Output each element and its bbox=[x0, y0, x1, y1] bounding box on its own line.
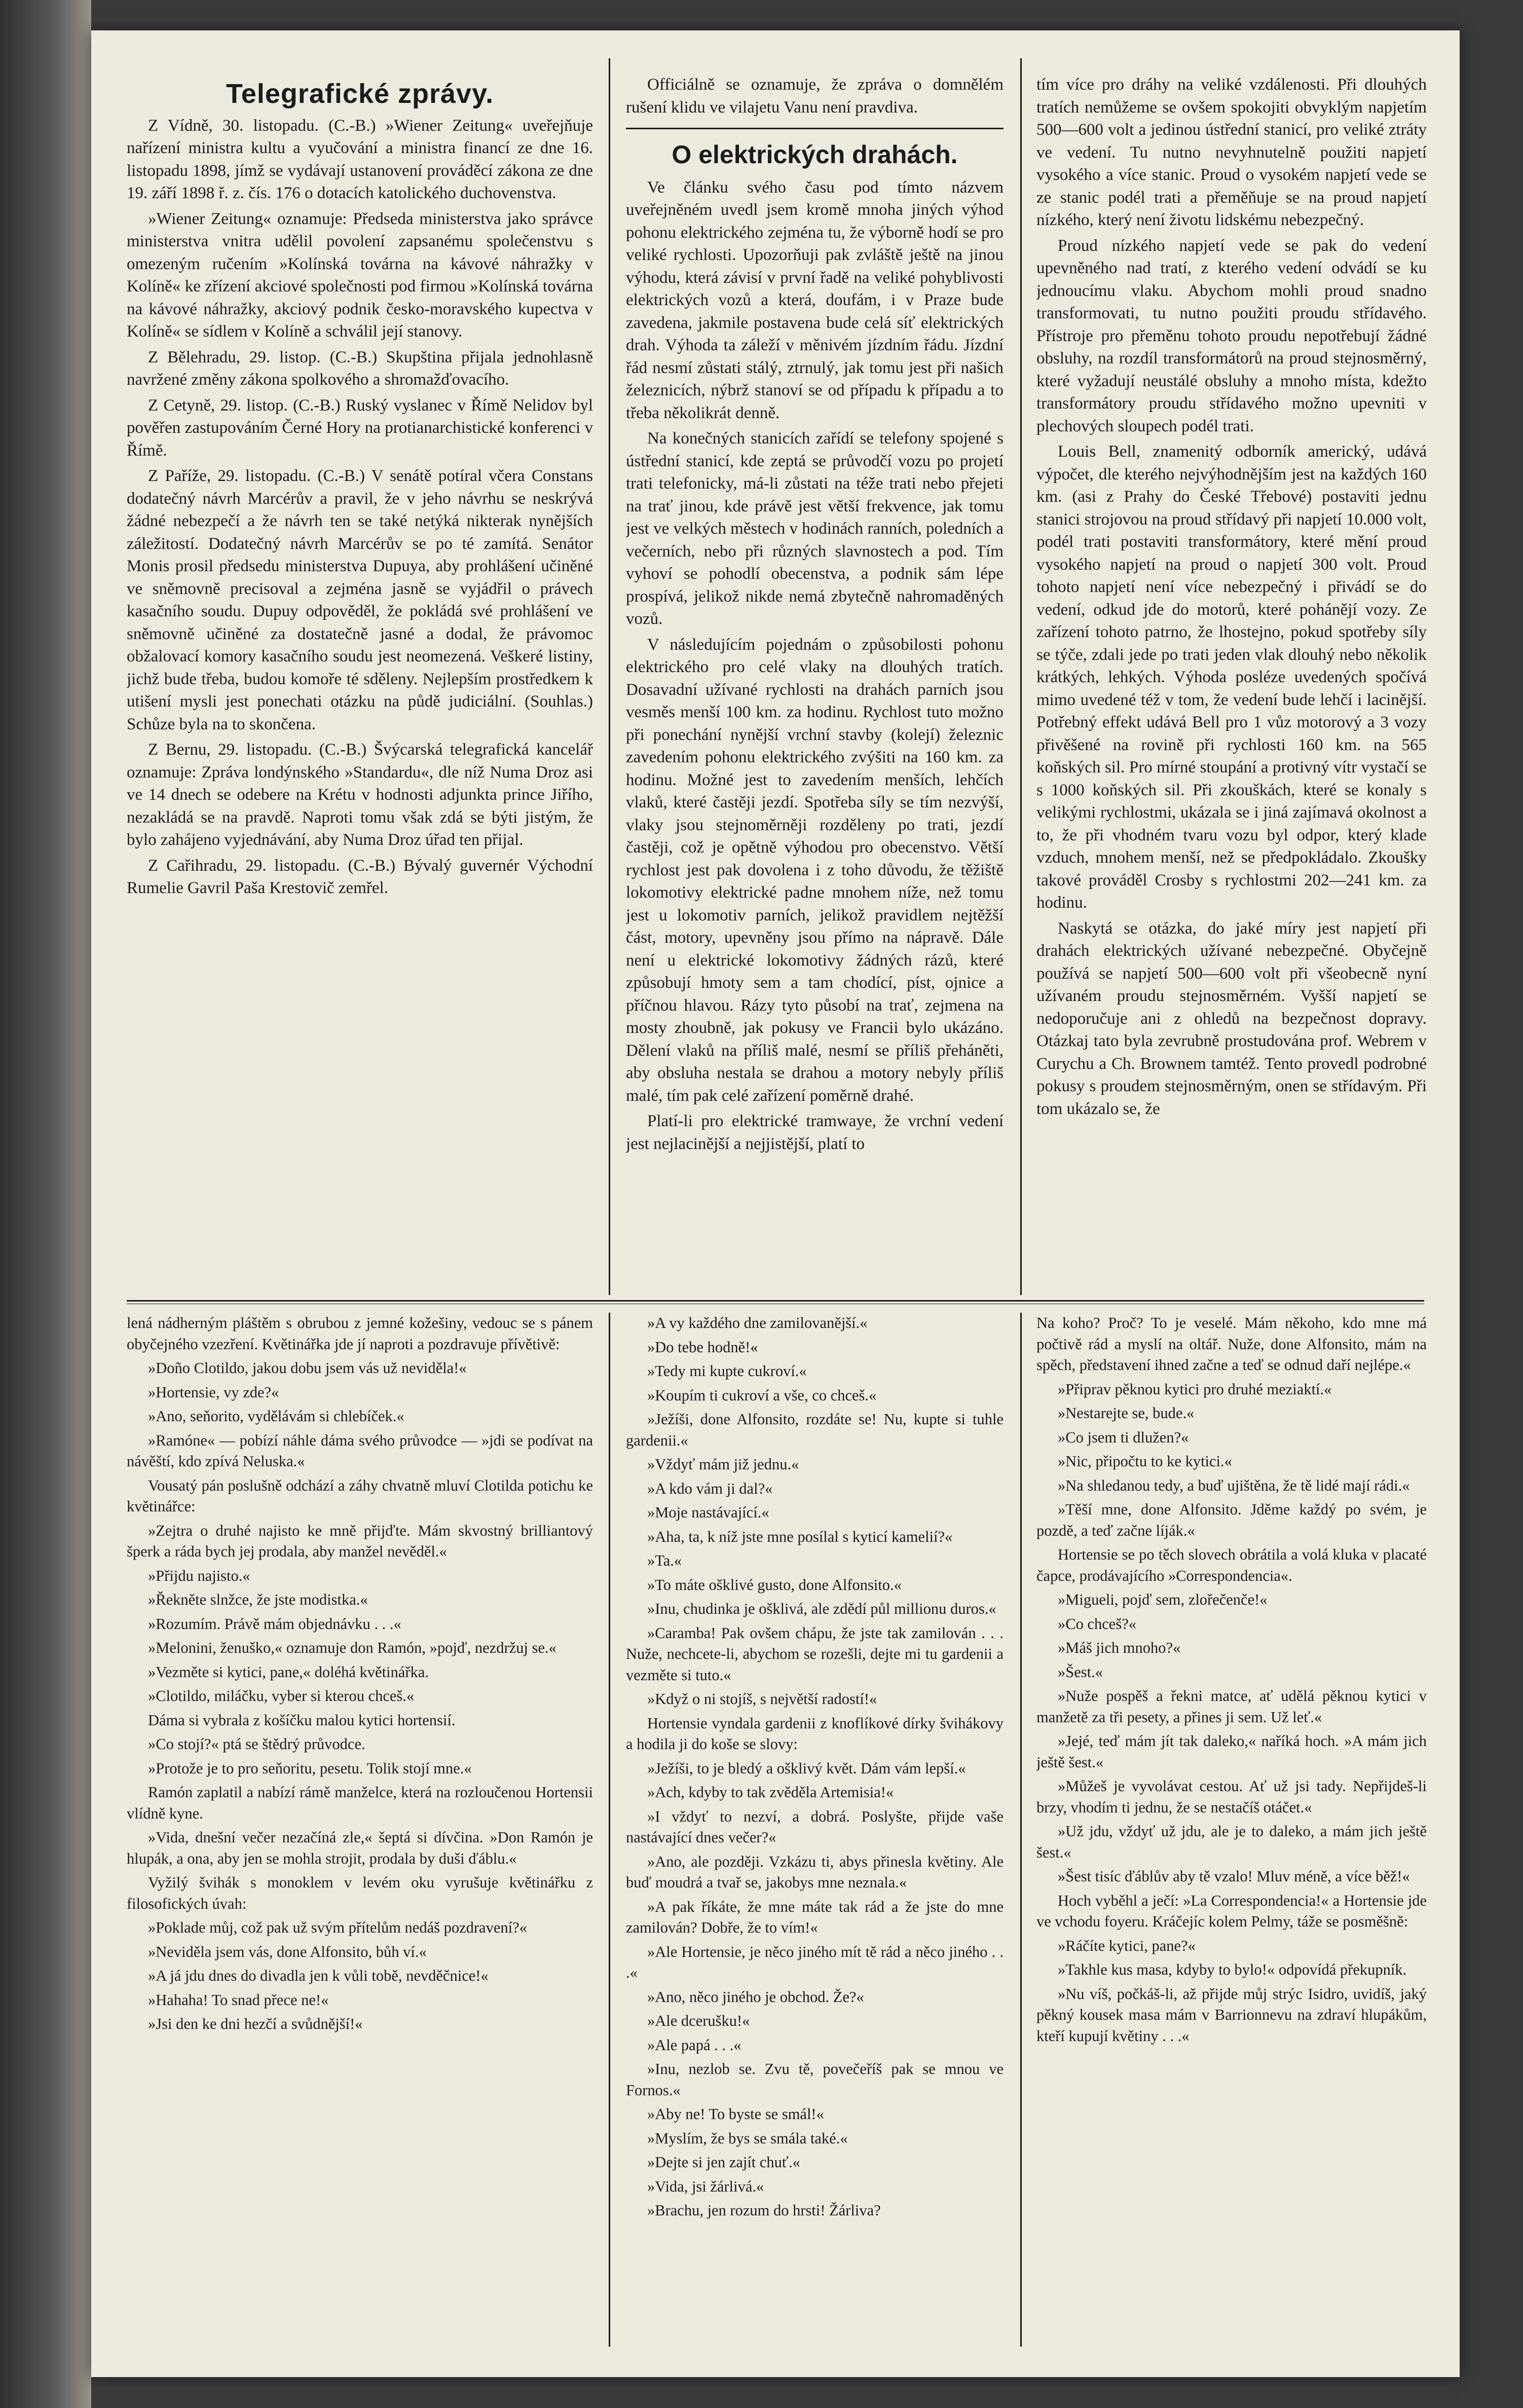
feuilleton-line: »Ano, něco jiného je obchod. Že?« bbox=[647, 1988, 864, 2006]
feuilleton-line: Vyžilý švihák s monoklem v levém oku vyrušuje květinářku z filosofických úvah: bbox=[127, 1874, 593, 1912]
feuilleton-column-1 bbox=[127, 1313, 593, 2347]
feuilleton-line: »Ale Hortensie, je něco jiného mít tě rád a něco jiného . . .« bbox=[626, 1943, 1004, 1981]
feuilleton-line: »Brachu, jen rozum do hrsti! Žárliva? bbox=[647, 2202, 881, 2219]
telegrams-heading: Telegrafické zprávy. bbox=[226, 79, 494, 109]
feuilleton-line: »Můžeš je vyvolávat cestou. Ať už jsi tady. Nepřijdeš-li brzy, vhodím ti jednu, že se nestačíš otáčet.« bbox=[1036, 1777, 1427, 1816]
article-paragraph: Platí-li pro elektrické tramwaye, že vrchní vedení jest nejlacinější a nejjistější, platí to bbox=[626, 1112, 1004, 1153]
article-paragraph: Naskytá se otázka, do jaké míry jest napjetí při drahách elektrických užívané nebezpečné. Obyčejně používá se napjetí 500—600 volt při všeobecně nyní užívaném proudu stejnosměrném. Vyšší napjetí se nedoporučuje ani z ohledů na bezpečnost dopravy. Otázkaj tato byla zevrubně prostudována prof. Webrem v Curychu a Ch. Brownem tamtéž. Tento provedl podrobné pokusy s proudem stejnosměrným, onen se střídavým. Při tom ukázalo se, že bbox=[1036, 919, 1427, 1118]
column-rule bbox=[1020, 1313, 1022, 2347]
feuilleton-line: »Zejtra o druhé najisto ke mně přijďte. Mám skvostný brilliantový šperk a ráda bych jej prodala, aby manžel nevěděl.« bbox=[127, 1522, 593, 1560]
feuilleton-line: Ramón zaplatil a nabízí rámě manželce, která na rozloučenou Hortensii vlídně kyne. bbox=[127, 1784, 593, 1822]
feuilleton-line: »Ale papá . . .« bbox=[647, 2036, 741, 2054]
feuilleton-line: »Ale dcerušku!« bbox=[647, 2012, 750, 2029]
feuilleton-line: »Tedy mi kupte cukroví.« bbox=[647, 1362, 807, 1380]
feuilleton-line: »Ano, ale později. Vzkázu ti, abys přinesla květiny. Ale buď moudrá a tvař se, jakobys mne neznala.« bbox=[626, 1853, 1004, 1891]
feuilleton-line: »Koupím ti cukroví a vše, co chceš.« bbox=[647, 1386, 877, 1404]
feuilleton-line: »Doño Clotildo, jakou dobu jsem vás už neviděla!« bbox=[148, 1359, 467, 1377]
article-separator bbox=[626, 128, 1004, 129]
feuilleton-line: »Vezměte si kytici, pane,« doléhá květinářka. bbox=[148, 1663, 429, 1681]
feuilleton-line: »Rozumím. Právě mám objednávku . . .« bbox=[148, 1615, 401, 1633]
feuilleton-line: »A kdo vám ji dal?« bbox=[647, 1479, 773, 1497]
feuilleton-line: »Poklade můj, což pak už svým přítelům nedáš pozdravení?« bbox=[148, 1919, 527, 1936]
feuilleton-line: »Aby ne! To byste se smál!« bbox=[647, 2105, 824, 2123]
feuilleton-line: »Co stojí?« ptá se štědrý průvodce. bbox=[148, 1735, 365, 1753]
feuilleton-line: »Protože je to pro seňoritu, pesetu. Tolik stojí mne.« bbox=[148, 1759, 472, 1777]
feuilleton-line: »Jsi den ke dni hezčí a svůdnější!« bbox=[148, 2015, 363, 2032]
feuilleton-line: »Nic, připočtu to ke kytici.« bbox=[1058, 1453, 1232, 1470]
feuilleton-line: »Nuže pospěš a řekni matce, ať udělá pěknou kytici v manžetě za tři pesety, a přines ji sem. Už leť.« bbox=[1036, 1687, 1427, 1726]
feuilleton-line: »Clotildo, miláčku, vyber si kterou chceš.« bbox=[148, 1687, 415, 1705]
telegram-item: Z Vídně, 30. listopadu. (C.-B.) »Wiener Zeitung« uveřejňuje nařízení ministra kultu a vyučování a ministra financí ze dne 16. listopadu 1898, jímž se vydávají ustanovení prováděcí zákona ze dne 19. září 1898 ř. z. čís. 176 o dotacích katolického duchovenstva. bbox=[127, 116, 593, 202]
feuilleton-line: »I vždyť to nezví, a dobrá. Poslyšte, přijde vaše nastávající dnes večer?« bbox=[626, 1807, 1004, 1846]
feuilleton-line: Dáma si vybrala z košíčku malou kytici hortensií. bbox=[148, 1711, 456, 1729]
newspaper-page bbox=[91, 30, 1460, 2377]
feuilleton-column-3 bbox=[1036, 1313, 1427, 2347]
feuilleton-line: »Inu, chudinka je ošklivá, ale zdědí půl millionu duros.« bbox=[647, 1600, 996, 1617]
vanu-note: Officiálně se oznamuje, že zpráva o domnělém rušení klidu ve vilajetu Vanu není pravdiva. bbox=[626, 76, 1004, 117]
telegram-item: Z Bělehradu, 29. listop. (C.-B.) Skupština přijala jednohlasně navržené změny zákona spolkového a shromažďovacího. bbox=[127, 348, 593, 389]
feuilleton-divider bbox=[127, 1300, 1424, 1302]
feuilleton-line: »Co chceš?« bbox=[1058, 1615, 1136, 1633]
feuilleton-line: »Na shledanou tedy, a buď ujištěna, že tě lidé mají rádi.« bbox=[1058, 1476, 1410, 1494]
feuilleton-line: »Dejte si jen zajít chuť.« bbox=[647, 2154, 800, 2171]
feuilleton-line: »Neviděla jsem vás, done Alfonsito, bůh ví.« bbox=[148, 1943, 427, 1960]
feuilleton-line: »To máte ošklivé gusto, done Alfonsito.« bbox=[647, 1576, 902, 1594]
feuilleton-line: »Když o ni stojíš, s největší radostí!« bbox=[647, 1690, 877, 1708]
feuilleton-line: »Moje nastávající.« bbox=[647, 1504, 769, 1521]
article-paragraph: Ve článku svého času pod tímto názvem uveřejněném uvedl jsem kromě mnoha jiných výhod pohonu elektrického zejména tu, že výborně hodí se pro veliké rychlosti. Upozorňuji pak zvláště ještě na jinou výhodu, která závisí v první řadě na veliké pohyblivosti elektrických vozů a která, doufám, i v Praze bude zavedena, jakmile postavena bude celá síť elektrických drah. Výhoda ta záleží v měnivém jízdním řádu. Jízdní řád nesmí zůstati stálý, ztrnulý, jak tomu jest při našich železnicích, nýbrž stanoví se od případu k případu a to třeba několikrát denně. bbox=[626, 178, 1004, 422]
feuilleton-line: »Šest tisíc ďáblův aby tě vzalo! Mluv méně, a více běž!« bbox=[1058, 1868, 1410, 1885]
feuilleton-line: »Takhle kus masa, kdyby to bylo!« odpovídá překupník. bbox=[1058, 1961, 1407, 1978]
column-rule bbox=[609, 1313, 610, 2347]
feuilleton-line: »Nu víš, počkáš-li, až přijde můj strýc Isidro, uvidíš, jaký pěkný kousek masa mám v Barrionnevu na zdraví hlupákům, kteří kupují květiny . . .« bbox=[1036, 1985, 1427, 2045]
telegram-item: Z Bernu, 29. listopadu. (C.-B.) Švýcarská telegrafická kancelář oznamuje: Zpráva londýnského »Standardu«, dle níž Numa Droz asi ve 14 dnech se odebere na Krétu v hodnosti adjunkta prince Jiřího, nezakládá se na pravdě. Naproti tomu však zdá se býti jistým, že bylo zahájeno vyjednávání, aby Numa Droz úřad ten přijal. bbox=[127, 740, 593, 849]
feuilleton-line: »Vždyť mám již jednu.« bbox=[647, 1456, 799, 1473]
article-paragraph: Na konečných stanicích zařídí se telefony spojené s ústřední stanicí, kde zeptá se průvodčí vozu po projetí trati telefonicky, má-li zůstati na téže trati nebo přejeti na trať jinou, kde právě jest větší frekvence, jak tomu jest ve velkých městech v hodinách ranních, poledních a večerních, nebo při různých slavnostech a pod. Tím vyhoví se pohodlí obecenstva, a podnik sám lépe prospívá, jelikož nikde nemá zbytečně nahromaděných vozů. bbox=[626, 429, 1004, 628]
article-paragraph: Louis Bell, znamenitý odborník americký, udává výpočet, dle kterého nejvýhodnějším jest na každých 160 km. (asi z Prahy do České Třebové) postaviti jednu stanici strojovou na proud střídavý při napjetí 10.000 volt, podél trati postaviti transformátory, které mění proud vysokého napjetí na proud o napjetí 300 volt. Proud tohoto napjetí není více nebezpečný i přivádí se do vedení, odkud jde do motorů, které pohánějí vozy. Ze zařízení tohoto patrno, že lhostejno, pokud spotřeby síly se týče, zdali jede po trati jeden vlak dlouhý nebo několik krátkých, lehkých. Výhoda posléze uvedených spočívá mimo uvedené též v tom, že vedení bude lehčí i lacinější. Potřebný effekt udává Bell pro 1 vůz motorový a 3 vozy přivěšené na rovině při rychlosti 160 km. na 565 koňských sil. Pro mírné stoupání a protivný vítr vystačí se s 1000 koňských sil. Při zkouškách, které se konaly s velikými rychlostmi, ukázala se i jiná zajímavá okolnost a to, že při vhodném tvaru vozu byl odpor, který klade vzduch, mnohem menší, než se předpokládalo. Zkoušky takové prováděl Crosby s rychlostmi 202—241 km. za hodinu. bbox=[1036, 442, 1427, 912]
feuilleton-line: »Aha, ta, k níž jste mne posílal s kyticí kamelií?« bbox=[647, 1528, 953, 1545]
feuilleton-line: »Řekněte slnžce, že jste modistka.« bbox=[148, 1591, 368, 1608]
feuilleton-line: »Do tebe hodně!« bbox=[647, 1338, 758, 1356]
feuilleton-line: »Přijdu najisto.« bbox=[148, 1567, 250, 1584]
feuilleton-line: »Vida, jsi žárlivá.« bbox=[647, 2177, 764, 2195]
page-edge-shadow bbox=[0, 0, 91, 2408]
feuilleton-line: »Ta.« bbox=[647, 1552, 682, 1569]
feuilleton-line: Hortensie se po těch slovech obrátila a volá kluka v placaté čapce, prodávajícího »Correspondencia«. bbox=[1036, 1546, 1427, 1584]
feuilleton-line: »Inu, nezlob se. Zvu tě, povečeříš pak se mnou ve Fornos.« bbox=[626, 2060, 1004, 2099]
feuilleton-line: »A já jdu dnes do divadla jen k vůli tobě, nevděčnice!« bbox=[148, 1967, 489, 1984]
feuilleton-line: »Ježíši, done Alfonsito, rozdáte se! Nu, kupte si tuhle gardenii.« bbox=[626, 1411, 1004, 1449]
feuilleton-line: »A pak říkáte, že mne máte tak rád a že jste do mne zamilován? Dobře, že to vím!« bbox=[626, 1898, 1004, 1936]
telegrams-column bbox=[127, 79, 593, 1295]
feuilleton-line: Hoch vyběhl a ječí: »La Correspondencia!« a Hortensie jde ve vchodu foyeru. Kráčejíc kolem Pelmy, táže se posměšně: bbox=[1036, 1892, 1427, 1930]
article-paragraph: V následujícím pojednám o způsobilosti pohonu elektrického pro celé vlaky na dlouhých tratích. Dosavadní užívané rychlosti na drahách parních jsou vesměs menší 100 km. za hodinu. Rychlost tuto možno při ponechání nynější vrchní stavby (kolejí) železnic zavedením pohonu elektrického zvýšiti na 160 km. za hodinu. Možné jest to zavedením menších, lehčích vlaků, které častěji jezdí. Spotřeba síly se tím nezvýší, vlaky jsou stejnoměrněji rozděleny po trati, jezdí častěji, což je opětně výhodou pro obecenstvo. Větší rychlost jest pak dovolena i z toho důvodu, že těžiště lokomotivy elektrické padne mnohem níže, než tomu jest u lokomotiv parních, jelikož pravidlem nejtěžší část, motory, upevněny jsou přímo na nápravě. Dále není u elektrické lokomotivy žádných rázů, které způsobují hmoty sem a tam chodící, píst, ojnice a příčnou hlavou. Rázy tyto působí na trať, zejmena na mosty zhoubně, jak pokusy ve Francii bylo ukázáno. Dělení vlaků na příliš malé, nesmí se příliš přeháněti, aby obsluha nestala se drahou a motory nebyly příliš malé, tím pak celé zařízení poměrně drahé. bbox=[626, 635, 1004, 1105]
feuilleton-line: »Vida, dnešní večer nezačíná zle,« šeptá si dívčina. »Don Ramón je hlupák, a ona, aby jen se mohla strojit, prodala by duši ďáblu.« bbox=[127, 1829, 593, 1867]
feuilleton-line: »Hahaha! To snad přece ne!« bbox=[148, 1991, 329, 2009]
feuilleton-line: »Ráčíte kytici, pane?« bbox=[1058, 1937, 1196, 1954]
feuilleton-line: »Ano, seňorito, vydělávám si chlebíček.« bbox=[148, 1407, 404, 1425]
feuilleton-line: »Melonini, ženuško,« oznamuje don Ramón, »pojď, nezdržuj se.« bbox=[148, 1639, 556, 1656]
feuilleton-line: »Jejé, teď mám jít tak daleko,« naříká hoch. »A mám jich ještě šest.« bbox=[1036, 1732, 1427, 1771]
feuilleton-line: »Ježíši, to je bledý a ošklivý květ. Dám vám lepší.« bbox=[647, 1759, 966, 1777]
telegram-item: Z Cetyně, 29. listop. (C.-B.) Ruský vyslanec v Římě Nelidov byl pověřen zastupováním Černé Hory na protianarchistické konferenci v Římě. bbox=[127, 396, 593, 460]
feuilleton-line: »Připrav pěknou kytici pro druhé meziaktí.« bbox=[1058, 1380, 1332, 1398]
feuilleton-line: »Těší mne, done Alfonsito. Jděme každý po svém, je pozdě, a teď začne líják.« bbox=[1036, 1501, 1427, 1539]
feuilleton-line: »A vy každého dne zamilovanější.« bbox=[647, 1314, 868, 1331]
feuilleton-column-2 bbox=[626, 1313, 1004, 2347]
feuilleton-line: »Hortensie, vy zde?« bbox=[148, 1383, 279, 1401]
article-paragraph: tím více pro dráhy na veliké vzdálenosti. Při dlouhých tratích nemůžeme se ovšem spokojiti obvyklým napjetím 500—600 volt a jedinou ústřední stanicí, pro veliké ztráty ve vedení. Tu nutno nevyhnutelně použiti napjetí vysokého a více stanic. Proud o vysokém napjetí vede se ze stanic podél trati a přeměňuje se na proud napjetí nízkého, který není životu lidskému nebezpečný. bbox=[1036, 76, 1427, 229]
column-rule bbox=[609, 58, 610, 1295]
electric-article-column-2 bbox=[1036, 73, 1427, 1295]
feuilleton-line: »Migueli, pojď sem, zlořečenče!« bbox=[1058, 1591, 1268, 1608]
feuilleton-line: Vousatý pán poslušně odchází a záhy chvatně mluví Clotilda potichu ke květinářce: bbox=[127, 1476, 593, 1515]
feuilleton-line: »Máš jich mnoho?« bbox=[1058, 1639, 1181, 1656]
telegram-item: Z Cařihradu, 29. listopadu. (C.-B.) Bývalý guvernér Východní Rumelie Gavril Paša Krestovič zemřel. bbox=[127, 856, 593, 897]
electric-heading: O elektrických drahách. bbox=[672, 140, 958, 169]
feuilleton-line: »Nestarejte se, bude.« bbox=[1058, 1404, 1195, 1422]
feuilleton-line: »Ramóne« — pobízí náhle dáma svého průvodce — »jdi se podívat na návěští, kdo zpívá Neluska.« bbox=[127, 1431, 593, 1470]
article-paragraph: Proud nízkého napjetí vede se pak do vedení upevněného nad tratí, z kterého vedení odvádí se ku jednoucímu vlaku. Abychom mohli proud snadno transformovati, tu nutno použiti proudu střídavého. Přístroje pro přeměnu tohoto proudu nepotřebují žádné obsluhy, na rozdíl transformátorů na proud stejnosměrný, které vyžadují neustálé obsluhy a mnoho místa, kdežto transformátory proudu střídavého možno upevniti v plechových sloupech podél trati. bbox=[1036, 236, 1427, 435]
feuilleton-line: »Už jdu, vždyť už jdu, ale je to daleko, a mám jich ještě šest.« bbox=[1036, 1823, 1427, 1861]
feuilleton-line: »Ach, kdyby to tak zvěděla Artemisia!« bbox=[647, 1784, 894, 1801]
feuilleton-line: »Šest.« bbox=[1058, 1663, 1103, 1681]
column-rule bbox=[1020, 58, 1022, 1295]
telegram-item: Z Paříže, 29. listopadu. (C.-B.) V senátě potíral včera Constans dodatečný návrh Marcérův a pravil, že v jeho návrhu se neskrývá žádné nebezpečí a že návrh ten se také netýká nikterak nynějších záležitostí. Dodatečný návrh Marcérův se po té zamítá. Senátor Monis prosil předsedu ministerstva Dupuya, aby prohlášení učiněné ve sněmovně precisoval a zejména jasně se vyjádřil o právech kasačního soudu. Dupuy odpověděl, že pokládá své prohlášení ve sněmovně učiněné za dostatečně jasné a dodal, že právomoc obžalovací komory kasačního soudu jest neomezená. Veškeré listiny, jichž bude třeba, budou komoře té sděleny. Nejlepším prostředkem k utišení mysli jest ponechati otázku na půdě judiciální. (Souhlas.) Schůze byla na to skončena. bbox=[127, 467, 593, 733]
feuilleton-line: »Myslím, že bys se smála také.« bbox=[647, 2129, 848, 2147]
feuilleton-line: »Caramba! Pak ovšem chápu, že jste tak zamilován . . . Nuže, nechcete-li, abychom se rozešli, dejte mi tu gardenii a vezměte si tuto.« bbox=[626, 1624, 1004, 1684]
feuilleton-line: »Co jsem ti dlužen?« bbox=[1058, 1428, 1189, 1446]
telegram-item: »Wiener Zeitung« oznamuje: Předseda ministerstva jako správce ministerstva vnitra udělil povolení zapsanému společenstvu s omezeným ručením »Kolínská továrna na kávové náhražky v Kolíně« ke zřízení akciové společnosti pod firmou »Kolínská továrna na kávové náhražky, akciový podnik česko-moravského kupectva v Kolíně« se sídlem v Kolíně a schválil její stanovy. bbox=[127, 209, 593, 341]
electric-article-column-1 bbox=[626, 73, 1004, 1295]
feuilleton-line: Na koho? Proč? To je veselé. Mám někoho, kdo mne má počtivě rád a myslí na oltář. Nuže, done Alfonsito, mám na spěch, představení ihned začne a teď se odnud daří nejlépe.« bbox=[1036, 1314, 1427, 1374]
feuilleton-line: Hortensie vyndala gardenii z knoflíkové dírky švihákovy a hodila ji do koše se slovy: bbox=[626, 1714, 1004, 1753]
feuilleton-line: lená nádherným pláštěm s obrubou z jemné kožešiny, vedouc se s pánem obyčejného vzezření. Květinářka jde jí naproti a pozdravuje přívětivě: bbox=[127, 1314, 593, 1353]
